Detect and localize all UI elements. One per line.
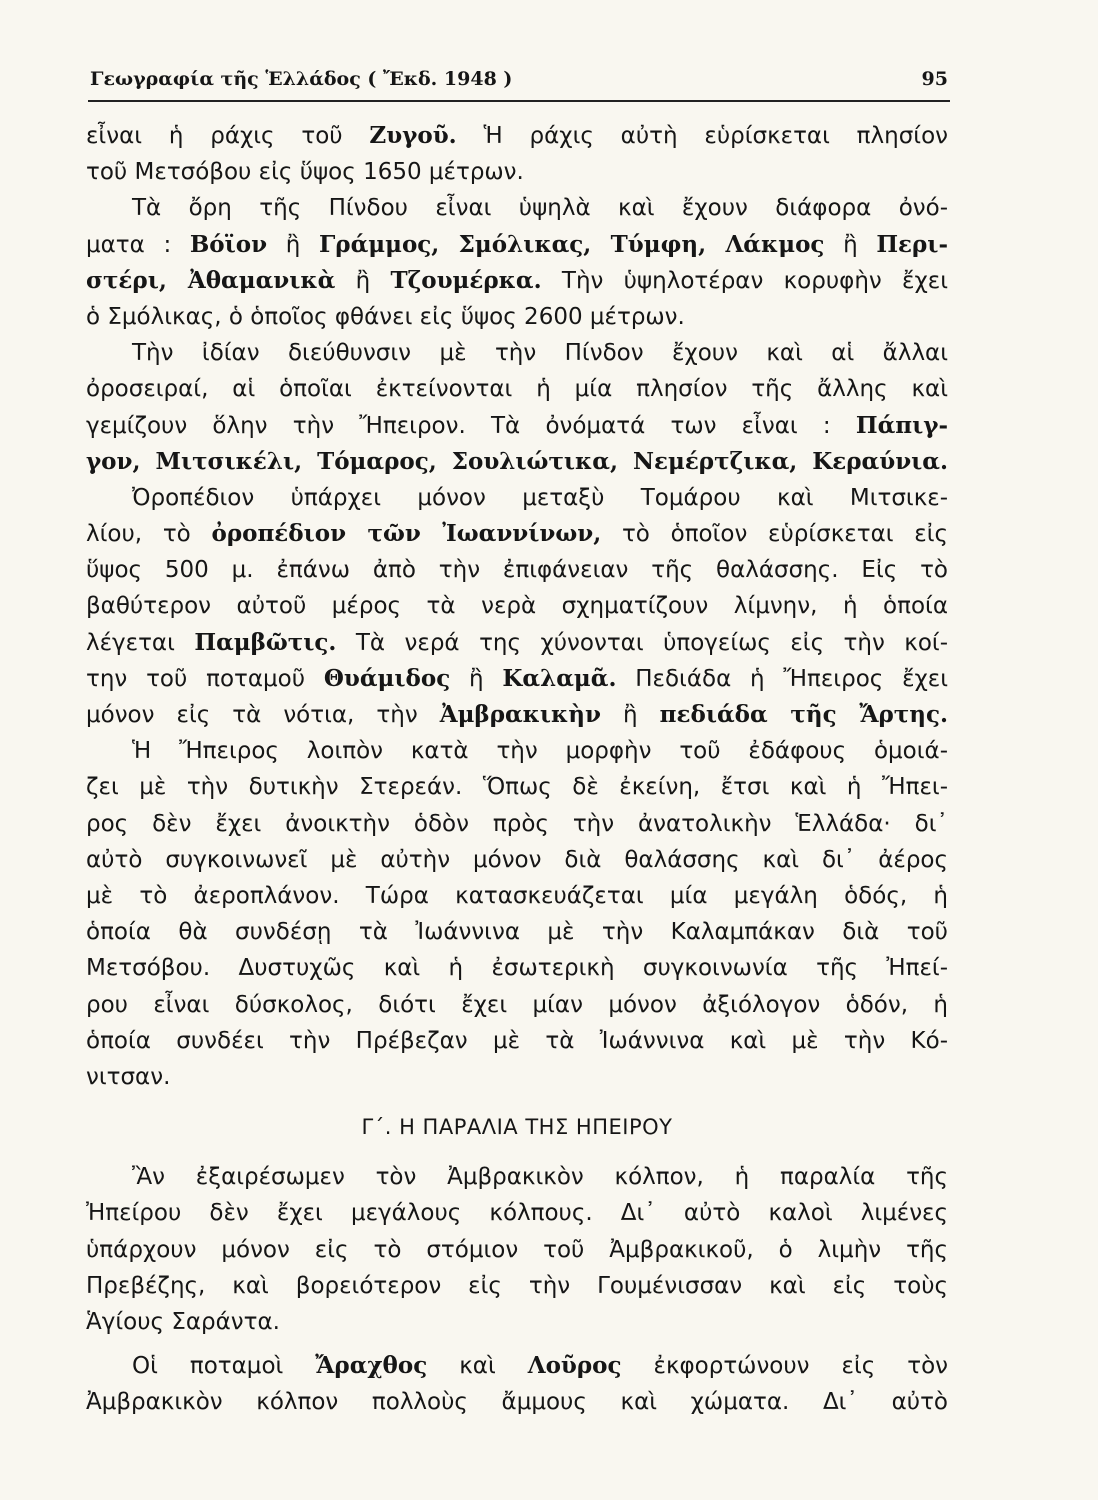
- running-title: Γεωγραφία τῆς Ἑλλάδος ( Ἔκδ. 1948 ): [90, 68, 513, 90]
- bold-term: Ἀμβρακικὴν: [439, 701, 601, 728]
- text-line: ὁποία συνδέει τὴν Πρέβεζαν μὲ τὰ Ἰωάννινα καὶ μὲ τὴν Κό-: [86, 1027, 948, 1054]
- text-line: τοῦ Μετσόβου εἰς ὕψος 1650 μέτρων.: [86, 159, 524, 186]
- bold-term: Τζουμέρκα.: [390, 266, 542, 294]
- bold-term: Ζυγοῦ.: [369, 122, 457, 149]
- text-line: ὀροσειραί, αἱ ὁποῖαι ἐκτείνονται ἡ μία πλησίον τῆς ἄλλης καὶ: [86, 376, 948, 403]
- text-line: γεμίζουν ὅλην τὴν Ἤπειρον. Τὰ ὀνόματά των εἶναι : Πάπιγ-: [86, 411, 948, 439]
- bold-term: Καλαμᾶ.: [502, 664, 617, 692]
- text-line: την τοῦ ποταμοῦ Θυάμιδος ἢ Καλαμᾶ. Πεδιάδα ἡ Ἤπειρος ἔχει: [86, 664, 948, 692]
- text-line: ὁ Σμόλικας, ὁ ὁποῖος φθάνει εἰς ὕψος 2600 μέτρων.: [86, 303, 685, 330]
- text-line: νιτσαν.: [86, 1063, 171, 1090]
- bold-term: πεδιάδα τῆς Ἄρτης.: [659, 701, 949, 728]
- text-line: Τὴν ἰδίαν διεύθυνσιν μὲ τὴν Πίνδον ἔχουν καὶ αἱ ἄλλαι: [132, 340, 948, 367]
- page-number: 95: [921, 68, 948, 90]
- text-line: ματα : Βόϊον ἢ Γράμμος, Σμόλικας, Τύμφη, Λάκμος ἢ Περι-: [86, 230, 948, 258]
- bold-term: Θυάμιδος: [323, 664, 451, 692]
- text-line: Ἠπείρου δὲν ἔχει μεγάλους κόλπους. Δι᾿ αὐτὸ καλοὶ λιμένες: [86, 1200, 948, 1227]
- running-header: [90, 68, 948, 90]
- text-line: Ἡ Ἤπειρος λοιπὸν κατὰ τὴν μορφὴν τοῦ ἐδάφους ὁμοιά-: [132, 738, 948, 765]
- bold-term: Γράμμος, Σμόλικας, Τύμφη, Λάκμος: [318, 230, 825, 258]
- body-text: [86, 118, 948, 1421]
- text-line: ρος δὲν ἔχει ἀνοικτὴν ὁδὸν πρὸς τὴν ἀνατολικὴν Ἑλλάδα· δι᾿: [86, 810, 948, 837]
- bold-term: Λοῦρος: [527, 1352, 622, 1380]
- text-line: Οἱ ποταμοὶ Ἄραχθος καὶ Λοῦρος ἐκφορτώνουν εἰς τὸν: [132, 1352, 948, 1380]
- text-line: στέρι, Ἀθαμανικὰ ἢ Τζουμέρκα. Τὴν ὑψηλοτέραν κορυφὴν ἔχει: [86, 266, 948, 294]
- section-heading: Γ΄. Η ΠΑΡΑΛΙΑ ΤΗΣ ΗΠΕΙΡΟΥ: [361, 1115, 673, 1140]
- text-line: Τὰ ὄρη τῆς Πίνδου εἶναι ὑψηλὰ καὶ ἔχουν διάφορα ὀνό-: [132, 195, 948, 222]
- text-line: μὲ τὸ ἀεροπλάνον. Τώρα κατασκευάζεται μία μεγάλη ὁδός, ἡ: [86, 882, 948, 909]
- text-line: Ἂν ἐξαιρέσωμεν τὸν Ἀμβρακικὸν κόλπον, ἡ παραλία τῆς: [132, 1164, 948, 1191]
- bold-term: ὀροπέδιον τῶν Ἰωαννίνων,: [211, 520, 602, 548]
- bold-term: Βόϊον: [189, 230, 268, 258]
- text-line: ζει μὲ τὴν δυτικὴν Στερεάν. Ὅπως δὲ ἐκείνη, ἔτσι καὶ ἡ Ἤπει-: [86, 774, 948, 801]
- text-line: Ἀμβρακικὸν κόλπον πολλοὺς ἄμμους καὶ χώματα. Δι᾿ αὐτὸ: [86, 1389, 948, 1416]
- text-line: εἶναι ἡ ράχις τοῦ Ζυγοῦ. Ἡ ράχις αὐτὴ εὑρίσκεται πλησίον: [86, 122, 948, 149]
- text-line: λέγεται Παμβῶτις. Τὰ νερά της χύνονται ὑπογείως εἰς τὴν κοί-: [86, 628, 948, 656]
- text-line: Πρεβέζης, καὶ βορειότερον εἰς τὴν Γουμένισσαν καὶ εἰς τοὺς: [86, 1272, 948, 1299]
- header-rule: [88, 100, 950, 102]
- text-line: ὁποία θὰ συνδέσῃ τὰ Ἰωάννινα μὲ τὴν Καλαμπάκαν διὰ τοῦ: [86, 919, 948, 946]
- bold-term: στέρι, Ἀθαμανικὰ: [86, 266, 336, 294]
- text-line: ρου εἶναι δύσκολος, διότι ἔχει μίαν μόνον ἀξιόλογον ὁδόν, ἡ: [86, 991, 948, 1018]
- bold-term: Πάπιγ-: [855, 411, 948, 439]
- bold-term: Παμβῶτις.: [194, 628, 337, 656]
- text-line: μόνον εἰς τὰ νότια, τὴν Ἀμβρακικὴν ἢ πεδιάδα τῆς Ἄρτης.: [86, 701, 949, 728]
- text-line: Ὀροπέδιον ὑπάρχει μόνον μεταξὺ Τομάρου καὶ Μιτσικε-: [132, 484, 948, 511]
- bold-term: Ἄραχθος: [315, 1352, 428, 1380]
- text-line: ὑπάρχουν μόνον εἰς τὸ στόμιον τοῦ Ἀμβρακικοῦ, ὁ λιμὴν τῆς: [86, 1236, 948, 1263]
- text-line: αὐτὸ συγκοινωνεῖ μὲ αὐτὴν μόνον διὰ θαλάσσης καὶ δι᾿ ἀέρος: [86, 846, 948, 873]
- text-line: γον, Μιτσικέλι, Τόμαρος, Σουλιώτικα, Νεμέρτζικα, Κεραύνια.: [86, 447, 948, 475]
- text-line: Ἁγίους Σαράντα.: [86, 1309, 280, 1336]
- bold-term: Περι-: [876, 230, 948, 258]
- text-line: βαθύτερον αὐτοῦ μέρος τὰ νερὰ σχηματίζουν λίμνην, ἡ ὁποία: [86, 593, 948, 620]
- text-line: ὕψος 500 μ. ἐπάνω ἀπὸ τὴν ἐπιφάνειαν τῆς θαλάσσης. Εἰς τὸ: [86, 557, 948, 584]
- text-line: λίου, τὸ ὀροπέδιον τῶν Ἰωαννίνων, τὸ ὁποῖον εὑρίσκεται εἰς: [86, 520, 948, 548]
- text-line: Μετσόβου. Δυστυχῶς καὶ ἡ ἐσωτερικὴ συγκοινωνία τῆς Ἠπεί-: [86, 955, 948, 982]
